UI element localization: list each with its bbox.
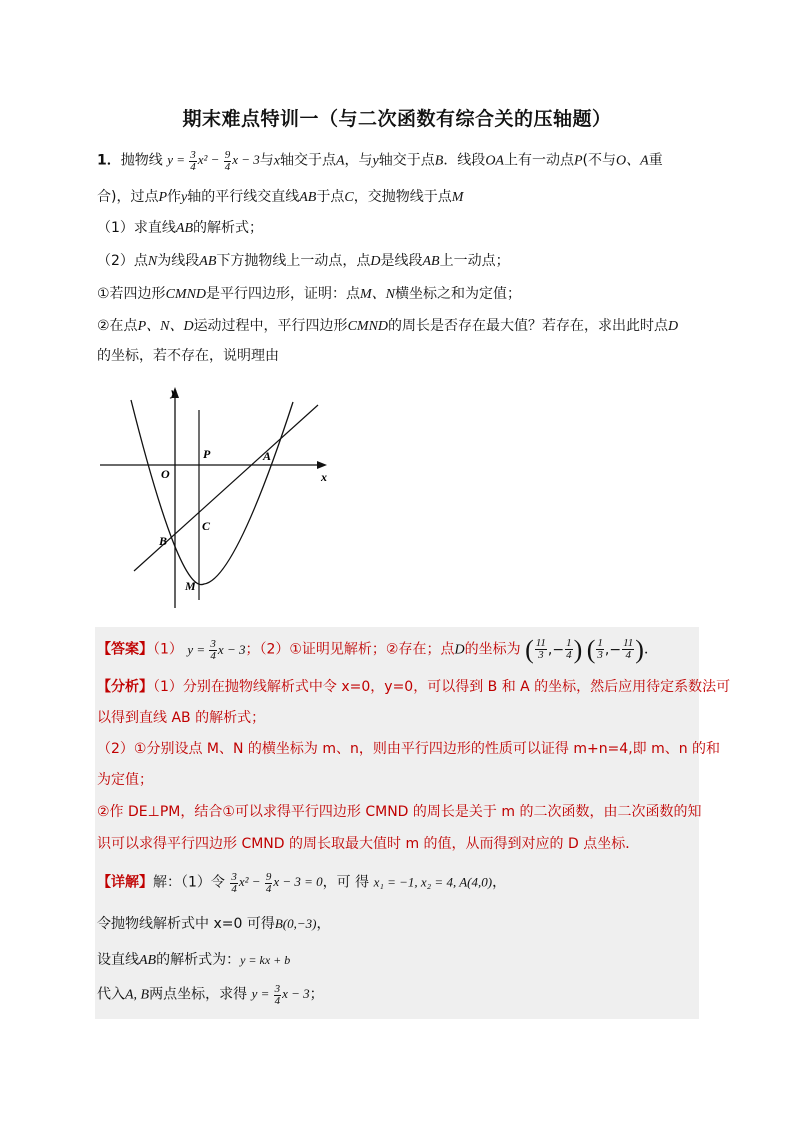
sub-question-2 xyxy=(97,251,510,272)
label-p: P xyxy=(203,447,211,461)
text: AB xyxy=(199,254,217,269)
text: P、N、D xyxy=(137,319,194,334)
text: 识可以求得平行四边形 CMND 的周长取最大值时 m 的值，从而得到对应的 D 点坐标． xyxy=(97,836,640,852)
text: 与 xyxy=(259,152,274,169)
text: 的解析式为： xyxy=(156,952,241,968)
label-m: M xyxy=(185,579,196,593)
text: AB xyxy=(139,953,157,968)
text: （2）点 xyxy=(97,253,148,269)
x-axis-arrow xyxy=(317,461,327,469)
text: A, B xyxy=(125,987,150,1003)
text: 轴的平行线交直线 xyxy=(187,189,300,205)
text: 抛物线 xyxy=(120,152,163,169)
text: (不与 xyxy=(582,152,617,169)
analysis-line-1 xyxy=(97,677,730,697)
text: 合)，过点 xyxy=(97,189,159,205)
text: 解：（1）令 xyxy=(153,874,225,891)
text: CMND xyxy=(347,319,389,334)
text: 是线段 xyxy=(380,253,423,269)
detail-line-4: 代入A, B两点坐标，求得 y = $\frac{3}{4}$ x − 3； xyxy=(97,983,324,1007)
label-o: O xyxy=(161,467,170,481)
text: 的解析式； xyxy=(193,220,264,236)
text: ，可 得 xyxy=(322,874,370,891)
analysis-line-5 xyxy=(97,802,701,822)
label-a: A xyxy=(263,449,272,463)
text: ；（2）①证明见解析；②存在；点 xyxy=(245,641,455,658)
answer-tag: 【答案】 xyxy=(97,641,153,658)
question-line-2 xyxy=(97,187,463,208)
text: C xyxy=(344,190,354,205)
text: OA xyxy=(485,153,504,169)
label-c: C xyxy=(202,519,211,533)
parabola-formula: y = $\frac{3}{4}$ x² − $\frac{9}{4}$ x − 3 xyxy=(167,149,260,173)
coord-1: ( $\frac{11}{3}$ ,− $\frac{1}{4}$ ) xyxy=(525,634,583,664)
text: A xyxy=(335,153,345,169)
text: 作 xyxy=(167,189,182,205)
text: 轴交于点 xyxy=(378,152,435,169)
text: x xyxy=(273,153,280,169)
text: 轴交于点 xyxy=(279,152,336,169)
part-2 xyxy=(97,316,678,337)
text: N xyxy=(147,254,158,269)
text: 的坐标，若不存在，说明理由 xyxy=(97,348,279,364)
question-line-1 xyxy=(97,150,663,173)
text: y xyxy=(372,153,379,169)
text: 设直线 xyxy=(97,952,139,968)
roots: x₁ = −1, x₂ = 4, A(4,0) xyxy=(373,874,493,890)
text: 的坐标为 xyxy=(464,641,521,658)
page-title: 期末难点特训一（与二次函数有综合关的压轴题） xyxy=(182,108,612,130)
text: （2）①分别设点 M、N 的横坐标为 m、n，则由平行四边形的性质可以证得 m+n=4,即 m、n 的和 xyxy=(97,741,721,757)
detail-tag: 【详解】 xyxy=(97,874,153,891)
parabola-diagram xyxy=(95,380,345,610)
text: CMND xyxy=(165,287,207,302)
text: 横坐标之和为定值； xyxy=(395,286,522,302)
detail-result: y = $\frac{3}{4}$ x − 3 xyxy=(251,983,310,1007)
analysis-line-4 xyxy=(97,770,153,790)
text: ，与 xyxy=(344,152,373,169)
answer-formula: y = $\frac{3}{4}$ x − 3 xyxy=(187,638,246,663)
text: 为线段 xyxy=(157,253,200,269)
text: 两点坐标，求得 xyxy=(149,986,248,1003)
part-2-cont xyxy=(97,346,279,366)
text: AB xyxy=(299,190,317,205)
sub-question-1 xyxy=(97,218,263,239)
detail-line-1: 【详解】解：（1）令 $\frac{3}{4}$ x² − $\frac{9}{4}$ x − 3 = 0，可 得 x₁ = −1, x₂ = 4, A(4,0)， xyxy=(97,871,507,895)
detail-equation: $\frac{3}{4}$ x² − $\frac{9}{4}$ x − 3 = 0 xyxy=(231,871,323,895)
parabola-curve xyxy=(131,400,293,585)
text: 是平行四边形，证明：点 xyxy=(206,286,361,302)
text: 为定值； xyxy=(97,772,153,788)
text: 上有一动点 xyxy=(503,152,574,169)
text: B xyxy=(434,153,444,169)
text: D xyxy=(668,319,679,334)
text: （1）求直线 xyxy=(97,220,176,236)
text: D xyxy=(454,642,465,658)
text: 下方抛物线上一动点，点 xyxy=(216,253,371,269)
text: （1）分别在抛物线解析式中令 x=0，y=0，可以得到 B 和 A 的坐标，然后应用待定系数法可 xyxy=(153,679,731,695)
text: ．线段 xyxy=(443,152,486,169)
label-y: y xyxy=(171,385,177,399)
text: 运动过程中，平行四边形 xyxy=(193,318,348,334)
text: ②作 DE⊥PM，结合①可以求得平行四边形 CMND 的周长是关于 m 的二次函数，由二次函数的知 xyxy=(97,804,702,820)
point-b: B(0,−3) xyxy=(274,916,317,931)
text: ①若四边形 xyxy=(97,286,166,302)
text: AB xyxy=(422,254,440,269)
answer-line xyxy=(97,634,658,664)
text: P xyxy=(158,190,168,205)
text: 代入 xyxy=(97,986,125,1003)
text: M xyxy=(451,190,464,205)
text: 令抛物线解析式中 x=0 可得 xyxy=(97,916,275,932)
text: 于点 xyxy=(316,189,345,205)
analysis-line-2 xyxy=(97,708,265,728)
analysis-tag: 【分析】 xyxy=(97,679,153,695)
text: 的周长是否存在最大值？若存在，求出此时点 xyxy=(388,318,669,334)
analysis-line-3 xyxy=(97,739,720,759)
text: AB xyxy=(175,221,194,236)
part-1 xyxy=(97,284,521,305)
detail-line-2: 令抛物线解析式中 x=0 可得B(0,−3)， xyxy=(97,916,331,932)
text: 上一动点； xyxy=(439,253,510,269)
text: y xyxy=(181,190,188,205)
label-x: x xyxy=(321,470,327,484)
coord-2: ( $\frac{1}{3}$ ,− $\frac{11}{4}$ ) xyxy=(586,634,644,664)
text: ． xyxy=(643,641,658,658)
analysis-line-6 xyxy=(97,834,639,854)
text: （1） xyxy=(153,641,183,658)
text: 以得到直线 AB 的解析式； xyxy=(97,710,266,726)
line-formula: y = kx + b xyxy=(240,953,291,967)
text: P xyxy=(573,153,583,169)
text: M、N xyxy=(360,287,396,302)
text: ②在点 xyxy=(97,318,138,334)
detail-line-3 xyxy=(97,950,290,971)
text: ，交抛物线于点 xyxy=(353,189,452,205)
text: D xyxy=(370,254,381,269)
text: O、A xyxy=(616,153,649,169)
question-number: 1． xyxy=(97,152,121,169)
text: 重 xyxy=(648,152,663,169)
label-b: B xyxy=(159,534,168,548)
